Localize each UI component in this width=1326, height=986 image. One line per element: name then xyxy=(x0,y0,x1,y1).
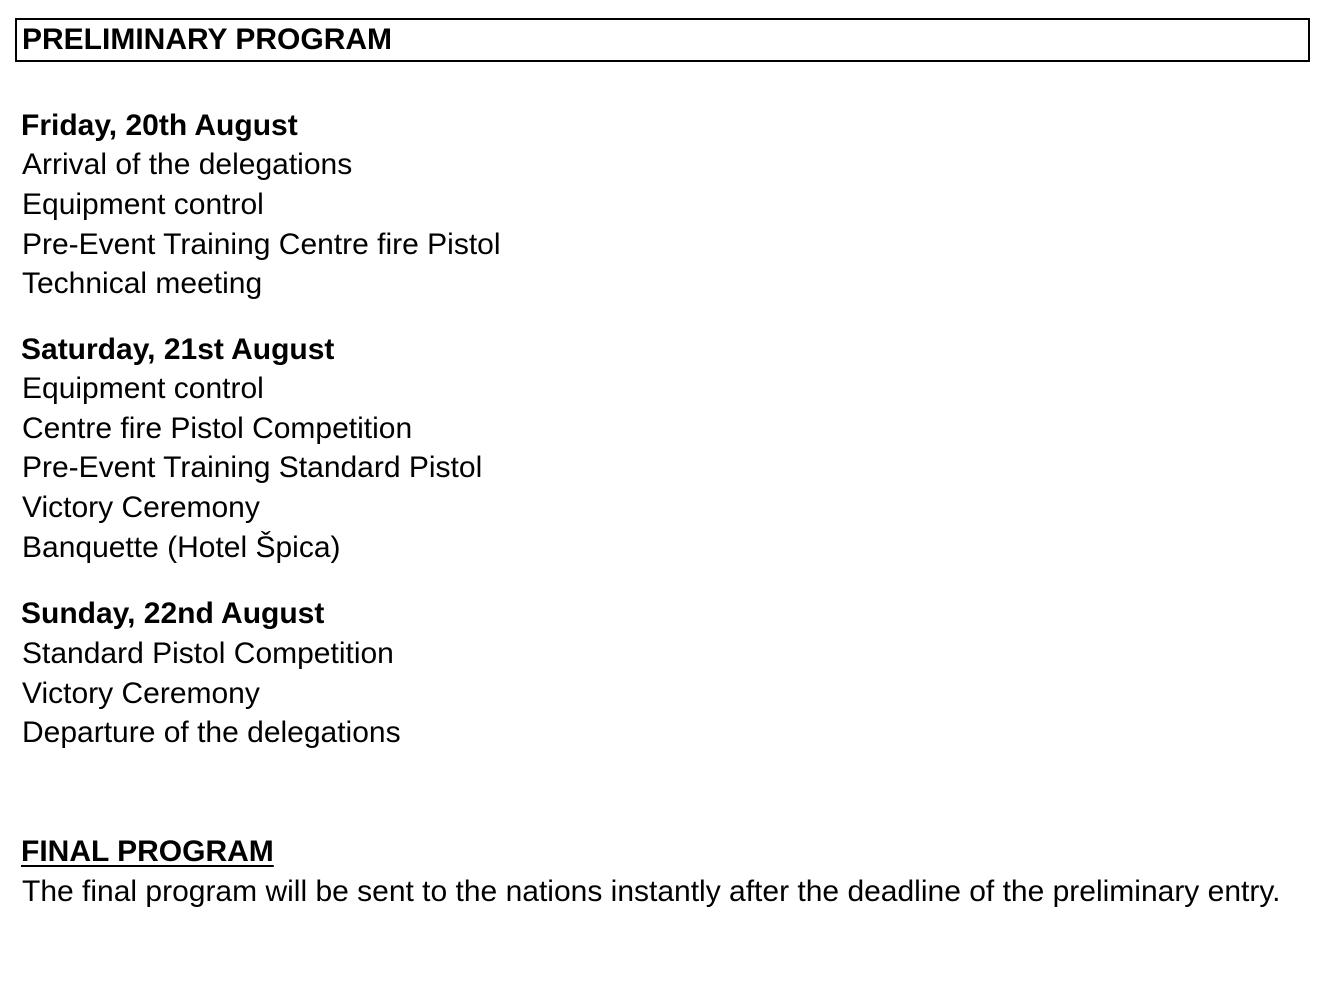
day-heading-friday: Friday, 20th August xyxy=(21,109,298,142)
schedule-item: Departure of the delegations xyxy=(22,716,401,749)
schedule-item: Centre fire Pistol Competition xyxy=(22,412,413,445)
schedule-item: Technical meeting xyxy=(22,267,263,300)
day-heading-sunday: Sunday, 22nd August xyxy=(21,597,325,630)
day-heading-saturday: Saturday, 21st August xyxy=(21,333,335,366)
schedule-item: Pre-Event Training Centre fire Pistol xyxy=(22,228,501,261)
schedule-item: Equipment control xyxy=(22,372,264,405)
schedule-item: Banquette (Hotel Špica) xyxy=(22,531,341,564)
schedule-item: Pre-Event Training Standard Pistol xyxy=(22,451,483,484)
final-program-heading: FINAL PROGRAM xyxy=(21,835,274,868)
preliminary-program-title-box xyxy=(15,18,1310,62)
schedule-item: Equipment control xyxy=(22,188,264,221)
schedule-item: Arrival of the delegations xyxy=(22,148,353,181)
final-program-text: The final program will be sent to the nations instantly after the deadline of the preliminary entry. xyxy=(22,875,1281,908)
preliminary-program-title: PRELIMINARY PROGRAM xyxy=(22,23,393,56)
schedule-item: Victory Ceremony xyxy=(22,677,260,710)
schedule-item: Standard Pistol Competition xyxy=(22,637,394,670)
schedule-item: Victory Ceremony xyxy=(22,491,260,524)
